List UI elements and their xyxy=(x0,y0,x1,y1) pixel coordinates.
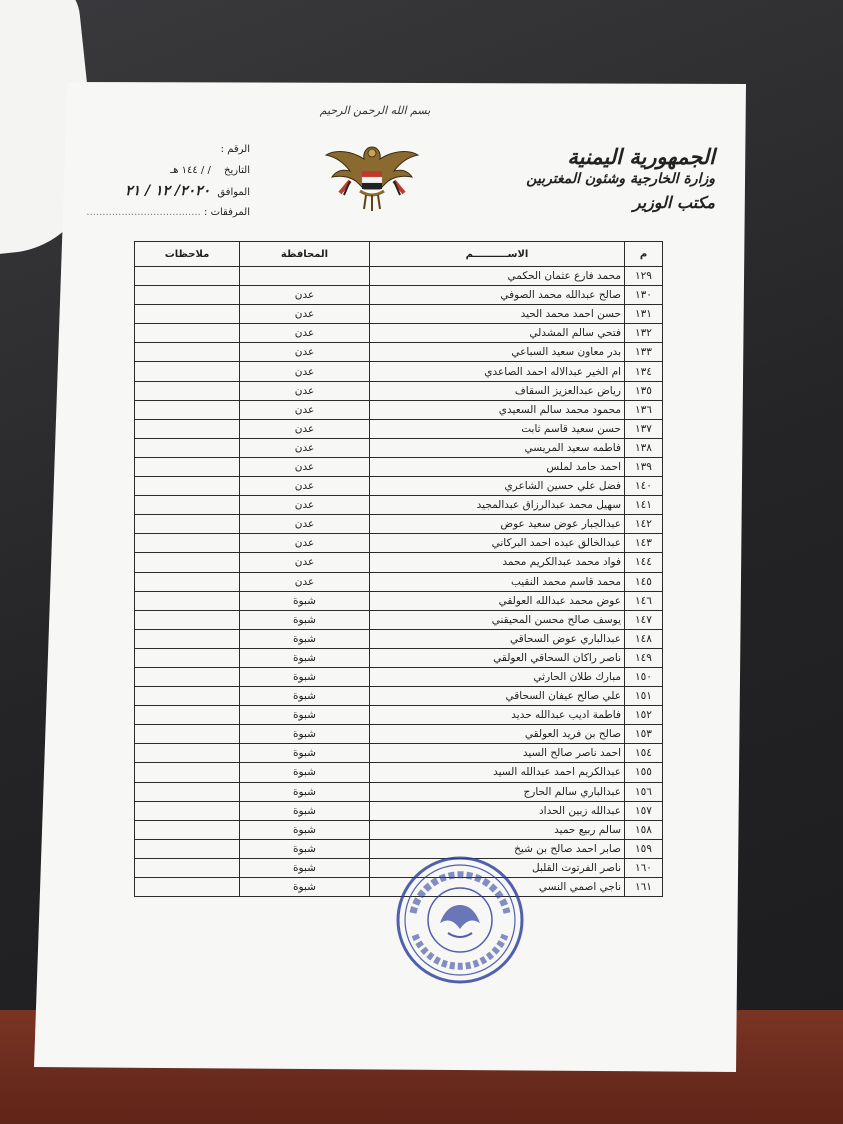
row-notes xyxy=(135,687,240,706)
row-number: ١٤٣ xyxy=(625,534,663,553)
row-governorate: عدن xyxy=(240,324,370,343)
date-row xyxy=(80,160,250,181)
row-governorate: شبوة xyxy=(240,744,370,763)
row-number: ١٥١ xyxy=(625,687,663,706)
letterhead-ministry: وزارة الخارجية وشئون المغتربين xyxy=(526,171,715,187)
row-governorate: عدن xyxy=(240,515,370,534)
row-name: فاطمه سعيد المريسي xyxy=(370,438,625,457)
row-number: ١٣٠ xyxy=(625,286,663,305)
row-notes xyxy=(135,572,240,591)
row-name: عبدالجبار عوض سعيد عوض xyxy=(370,515,625,534)
row-governorate: شبوة xyxy=(240,629,370,648)
row-name: عبدالله زبين الحداد xyxy=(370,801,625,820)
row-governorate: شبوة xyxy=(240,782,370,801)
row-name: صالح عبدالله محمد الصوفي xyxy=(370,286,625,305)
row-governorate: شبوة xyxy=(240,706,370,725)
gregorian-date-value: ٢٠٢٠/ ١٢ / ٢١ xyxy=(125,183,211,199)
row-governorate: شبوة xyxy=(240,687,370,706)
row-number: ١٥٨ xyxy=(625,820,663,839)
row-name: يوسف صالح محسن المحيقني xyxy=(370,610,625,629)
row-notes xyxy=(135,801,240,820)
row-governorate: شبوة xyxy=(240,763,370,782)
row-notes xyxy=(135,324,240,343)
row-governorate: شبوة xyxy=(240,820,370,839)
row-name: محمد قاسم محمد النقيب xyxy=(370,572,625,591)
table-row xyxy=(135,610,663,629)
row-governorate: عدن xyxy=(240,400,370,419)
row-governorate: شبوة xyxy=(240,591,370,610)
row-governorate: عدن xyxy=(240,381,370,400)
row-notes xyxy=(135,477,240,496)
row-number: ١٤١ xyxy=(625,496,663,515)
row-notes xyxy=(135,457,240,476)
date-label: التاريخ xyxy=(224,165,250,176)
row-notes xyxy=(135,438,240,457)
gregorian-date-row xyxy=(80,181,250,202)
row-number: ١٣٣ xyxy=(625,343,663,362)
table-row xyxy=(135,477,663,496)
hijri-date-value: / / ١٤٤ هـ xyxy=(170,165,211,176)
row-number: ١٤٦ xyxy=(625,591,663,610)
row-name: سهيل محمد عبدالرزاق عبدالمجيد xyxy=(370,496,625,515)
row-number: ١٣٢ xyxy=(625,324,663,343)
row-number: ١٥٤ xyxy=(625,744,663,763)
row-notes xyxy=(135,515,240,534)
table-body xyxy=(135,267,663,897)
row-number: ١٢٩ xyxy=(625,267,663,286)
row-notes xyxy=(135,400,240,419)
row-notes xyxy=(135,858,240,877)
letterhead-republic: الجمهورية اليمنية xyxy=(567,144,715,169)
row-governorate: شبوة xyxy=(240,878,370,897)
row-governorate: شبوة xyxy=(240,667,370,686)
row-notes xyxy=(135,286,240,305)
table-row xyxy=(135,267,663,286)
row-number: ١٥٥ xyxy=(625,763,663,782)
table-row xyxy=(135,572,663,591)
row-number: ١٣٩ xyxy=(625,457,663,476)
row-governorate: عدن xyxy=(240,553,370,572)
table-row xyxy=(135,362,663,381)
row-name: صالح بن فريد العولقي xyxy=(370,725,625,744)
table-row xyxy=(135,820,663,839)
attachments-dots: .................................... xyxy=(86,207,201,218)
table-row xyxy=(135,496,663,515)
row-number: ١٦٠ xyxy=(625,858,663,877)
table-row xyxy=(135,763,663,782)
row-notes xyxy=(135,496,240,515)
gregorian-label: الموافق xyxy=(217,187,250,198)
row-notes xyxy=(135,667,240,686)
row-number: ١٥٠ xyxy=(625,667,663,686)
ministry-letterhead xyxy=(495,145,715,214)
header-notes: ملاحظات xyxy=(135,242,240,267)
row-governorate: عدن xyxy=(240,496,370,515)
row-notes xyxy=(135,553,240,572)
row-name: احمد حامد لملس xyxy=(370,457,625,476)
row-notes xyxy=(135,591,240,610)
row-notes xyxy=(135,725,240,744)
row-governorate: عدن xyxy=(240,477,370,496)
table-row xyxy=(135,515,663,534)
table-row xyxy=(135,591,663,610)
row-name: مبارك طلان الحارثي xyxy=(370,667,625,686)
row-governorate: شبوة xyxy=(240,725,370,744)
row-governorate: عدن xyxy=(240,534,370,553)
header-governorate: المحافظة xyxy=(240,242,370,267)
row-notes xyxy=(135,820,240,839)
table-row xyxy=(135,801,663,820)
row-name: ناجي اصمي النسي xyxy=(370,878,625,897)
row-name: حسن سعيد قاسم ثابت xyxy=(370,419,625,438)
row-name: عبدالباري سالم الحارج xyxy=(370,782,625,801)
row-governorate: عدن xyxy=(240,305,370,324)
reference-number-label: الرقم : xyxy=(220,144,250,155)
row-notes xyxy=(135,343,240,362)
row-number: ١٤٥ xyxy=(625,572,663,591)
row-number: ١٤٤ xyxy=(625,553,663,572)
row-name: عبدالباري عوض السحاقي xyxy=(370,629,625,648)
yemen-eagle-emblem-icon xyxy=(322,133,422,215)
row-number: ١٤٢ xyxy=(625,515,663,534)
table-row xyxy=(135,534,663,553)
row-notes xyxy=(135,782,240,801)
row-name: ناصر راكان السحاقي العولقي xyxy=(370,648,625,667)
row-governorate: عدن xyxy=(240,343,370,362)
row-governorate: شبوة xyxy=(240,858,370,877)
row-name: عبدالكريم احمد عبدالله السيد xyxy=(370,763,625,782)
row-governorate: عدن xyxy=(240,419,370,438)
table-row xyxy=(135,400,663,419)
row-name: صابر احمد صالح بن شيخ xyxy=(370,839,625,858)
ministry-official-stamp xyxy=(393,853,528,988)
row-number: ١٣٤ xyxy=(625,362,663,381)
row-name: ناصر الفرتوت القلبل xyxy=(370,858,625,877)
row-notes xyxy=(135,267,240,286)
table-row xyxy=(135,305,663,324)
row-governorate: عدن xyxy=(240,457,370,476)
table-row xyxy=(135,553,663,572)
table-header-row xyxy=(135,242,663,267)
row-number: ١٣٥ xyxy=(625,381,663,400)
row-name: حسن احمد محمد الحيد xyxy=(370,305,625,324)
table-row xyxy=(135,438,663,457)
header-name: الاســــــــــم xyxy=(370,242,625,267)
row-name: سالم ربيع حميد xyxy=(370,820,625,839)
row-name: عوض محمد عبدالله العولقي xyxy=(370,591,625,610)
row-number: ١٣٦ xyxy=(625,400,663,419)
row-governorate: شبوة xyxy=(240,648,370,667)
row-name: رياض عبدالعزيز السقاف xyxy=(370,381,625,400)
row-notes xyxy=(135,763,240,782)
table-row xyxy=(135,457,663,476)
row-number: ١٣١ xyxy=(625,305,663,324)
row-name: محمد فارع عثمان الحكمي xyxy=(370,267,625,286)
row-notes xyxy=(135,706,240,725)
row-number: ١٣٧ xyxy=(625,419,663,438)
row-notes xyxy=(135,610,240,629)
row-notes xyxy=(135,839,240,858)
row-number: ١٤٧ xyxy=(625,610,663,629)
row-name: علي صالح عيفان السحاقي xyxy=(370,687,625,706)
table-row xyxy=(135,648,663,667)
attachments-label: المرفقات : xyxy=(204,207,250,218)
table-row xyxy=(135,687,663,706)
letterhead-office: مكتب الوزير xyxy=(632,193,715,212)
row-name: ام الخير عبدالاله احمد الصاعدي xyxy=(370,362,625,381)
row-number: ١٥٩ xyxy=(625,839,663,858)
row-governorate: عدن xyxy=(240,572,370,591)
row-number: ١٥٣ xyxy=(625,725,663,744)
row-number: ١٥٧ xyxy=(625,801,663,820)
row-number: ١٤٨ xyxy=(625,629,663,648)
row-notes xyxy=(135,534,240,553)
row-governorate: شبوة xyxy=(240,610,370,629)
row-name: فتحي سالم المشدلي xyxy=(370,324,625,343)
reference-number-row xyxy=(80,139,250,160)
row-name: فاطمة اديب عبدالله حديد xyxy=(370,706,625,725)
row-number: ١٦١ xyxy=(625,878,663,897)
row-name: بدر معاون سعيد السباعي xyxy=(370,343,625,362)
basmala: بسم الله الرحمن الرحيم xyxy=(319,104,431,117)
row-name: فضل علي حسين الشاعري xyxy=(370,477,625,496)
row-notes xyxy=(135,878,240,897)
row-governorate: شبوة xyxy=(240,801,370,820)
row-governorate: عدن xyxy=(240,362,370,381)
row-notes xyxy=(135,381,240,400)
row-name: عبدالخالق عبده احمد البركاني xyxy=(370,534,625,553)
row-notes xyxy=(135,629,240,648)
table-row xyxy=(135,419,663,438)
row-governorate: عدن xyxy=(240,438,370,457)
table-row xyxy=(135,782,663,801)
row-notes xyxy=(135,419,240,438)
table-row xyxy=(135,324,663,343)
attachments-row xyxy=(80,202,250,223)
header-number: م xyxy=(625,242,663,267)
row-notes xyxy=(135,744,240,763)
row-governorate xyxy=(240,267,370,286)
row-name: محمود محمد سالم السعيدي xyxy=(370,400,625,419)
table-row xyxy=(135,286,663,305)
row-governorate: شبوة xyxy=(240,839,370,858)
row-notes xyxy=(135,305,240,324)
row-notes xyxy=(135,362,240,381)
row-number: ١٤٠ xyxy=(625,477,663,496)
row-name: فواد محمد عبدالكريم محمد xyxy=(370,553,625,572)
table-row xyxy=(135,725,663,744)
row-governorate: عدن xyxy=(240,286,370,305)
row-number: ١٤٩ xyxy=(625,648,663,667)
row-number: ١٥٦ xyxy=(625,782,663,801)
row-number: ١٣٨ xyxy=(625,438,663,457)
names-table xyxy=(134,241,663,897)
table-row xyxy=(135,381,663,400)
reference-block xyxy=(80,139,250,223)
table-row xyxy=(135,667,663,686)
table-row xyxy=(135,744,663,763)
row-notes xyxy=(135,648,240,667)
table-row xyxy=(135,706,663,725)
row-number: ١٥٢ xyxy=(625,706,663,725)
table-row xyxy=(135,343,663,362)
table-row xyxy=(135,629,663,648)
row-name: احمد ناصر صالح السيد xyxy=(370,744,625,763)
